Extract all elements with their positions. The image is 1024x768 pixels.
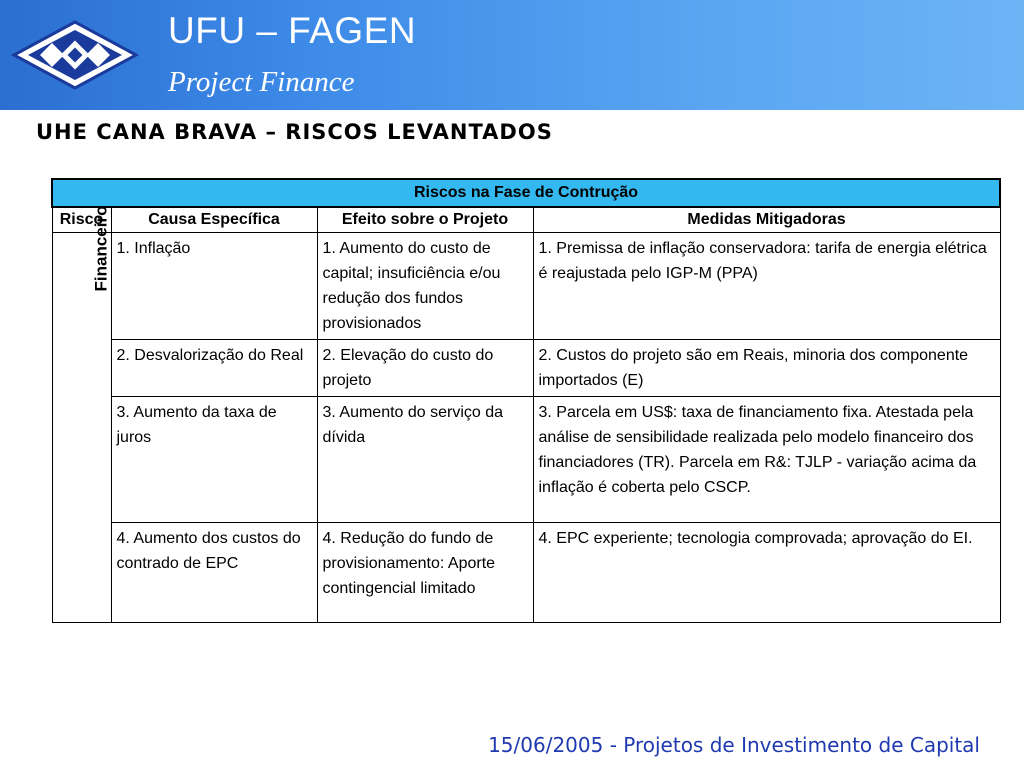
effect-cell: 2. Elevação do custo do projeto <box>317 340 533 397</box>
header-mitigation: Medidas Mitigadoras <box>533 207 1000 233</box>
cause-cell: 2. Desvalorização do Real <box>111 340 317 397</box>
header-cause: Causa Específica <box>111 207 317 233</box>
mitigation-cell: 4. EPC experiente; tecnologia comprovada; aprovação do EI. <box>533 523 1000 623</box>
risk-table <box>51 178 1001 623</box>
header-bar <box>0 0 1024 110</box>
footer-text: 15/06/2005 - Projetos de Investimento de Capital <box>488 733 980 757</box>
diamond-chain-logo-icon <box>8 16 142 94</box>
table-row <box>52 340 1000 397</box>
effect-cell: 4. Redução do fundo de provisionamento: Aporte contingencial limitado <box>317 523 533 623</box>
mitigation-cell: 1. Premissa de inflação conservadora: tarifa de energia elétrica é reajustada pelo IGP-M (PPA) <box>533 233 1000 340</box>
cause-cell: 1. Inflação <box>111 233 317 340</box>
table-row <box>52 233 1000 340</box>
header-risk: Risco <box>52 207 111 233</box>
table-band-row <box>52 179 1000 207</box>
table-row <box>52 523 1000 623</box>
page-title: UHE CANA BRAVA – RISCOS LEVANTADOS <box>36 120 553 144</box>
effect-cell: 1. Aumento do custo de capital; insuficiência e/ou redução dos fundos provisionados <box>317 233 533 340</box>
table-band-title: Riscos na Fase de Contrução <box>52 179 1000 207</box>
header-effect: Efeito sobre o Projeto <box>317 207 533 233</box>
table-row <box>52 397 1000 523</box>
app-title: UFU – FAGEN <box>168 10 417 51</box>
mitigation-cell: 2. Custos do projeto são em Reais, minoria dos componente importados (E) <box>533 340 1000 397</box>
table-header-row <box>52 207 1000 233</box>
cause-cell: 3. Aumento da taxa de juros <box>111 397 317 523</box>
cause-cell: 4. Aumento dos custos do contrado de EPC <box>111 523 317 623</box>
mitigation-cell: 3. Parcela em US$: taxa de financiamento fixa. Atestada pela análise de sensibilidade realizada pelo modelo financeiro dos financiadores (TR). Parcela em R&: TJLP - variação acima da inflação é coberta pelo CSCP. <box>533 397 1000 523</box>
effect-cell: 3. Aumento do serviço da dívida <box>317 397 533 523</box>
app-subtitle: Project Finance <box>168 66 355 98</box>
category-label: Financeiro <box>90 205 110 292</box>
